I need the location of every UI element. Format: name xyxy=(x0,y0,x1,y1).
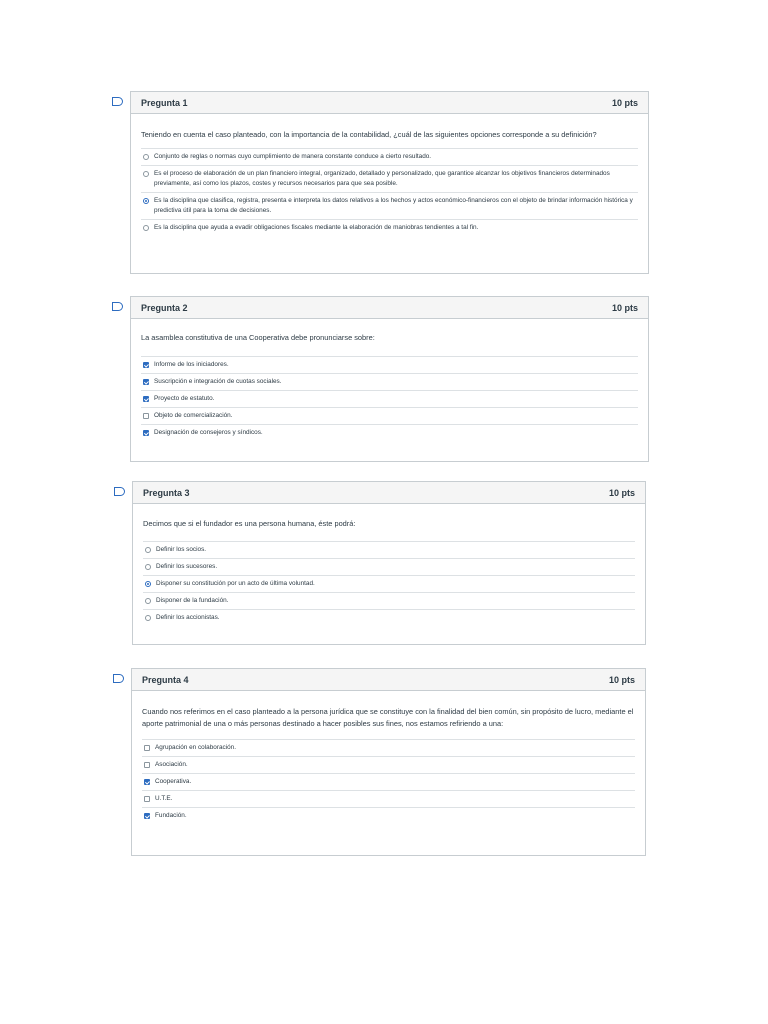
answer-label: Objeto de comercialización. xyxy=(154,412,233,419)
answer-option[interactable] xyxy=(141,390,638,407)
radio-button[interactable] xyxy=(143,171,149,177)
answer-label: U.T.E. xyxy=(155,795,173,802)
radio-button[interactable] xyxy=(145,564,151,570)
answer-option[interactable] xyxy=(143,592,635,609)
bookmark-flag-icon[interactable] xyxy=(112,97,123,106)
bookmark-flag-icon[interactable] xyxy=(114,487,125,496)
answer-label: Definir los sucesores. xyxy=(156,563,218,570)
question-header xyxy=(131,92,648,114)
answer-label: Es la disciplina que ayuda a evadir obligaciones fiscales mediante la elaboración de maniobras tendientes a tal fin. xyxy=(154,224,479,231)
answer-option[interactable] xyxy=(143,558,635,575)
question-title: Pregunta 2 xyxy=(141,302,188,313)
checkbox[interactable] xyxy=(144,779,150,785)
answer-label: Informe de los iniciadores. xyxy=(154,361,229,368)
radio-button[interactable] xyxy=(143,154,149,160)
question-card xyxy=(130,91,649,274)
radio-button[interactable] xyxy=(145,615,151,621)
checkbox[interactable] xyxy=(144,796,150,802)
question-4 xyxy=(131,668,646,856)
question-text: Cuando nos referimos en el caso planteado a la persona jurídica que se constituye con la finalidad del bien común, sin propósito de lucro, mediante el aporte patrimonial de una o más personas destinado a hacer posibles sus fines, nos estamos refiriendo a una: xyxy=(142,707,634,728)
question-card xyxy=(132,481,646,645)
answer-label: Es la disciplina que clasifica, registra, presenta e interpreta los datos relativos a los hechos y actos económico-financieros con el objeto de brindar información histórica y predictiva útil para la toma de decisiones. xyxy=(154,197,633,214)
answer-label: Es el proceso de elaboración de un plan financiero integral, organizado, detallado y personalizado, que garantice alcanzar los objetivos financieros determinados previamente, así como los plazos, costes y recursos necesarios para que sea posible. xyxy=(154,170,610,187)
question-2 xyxy=(130,296,649,462)
radio-button[interactable] xyxy=(145,581,151,587)
answer-option[interactable] xyxy=(143,575,635,592)
checkbox[interactable] xyxy=(143,379,149,385)
checkbox[interactable] xyxy=(143,430,149,436)
answer-option[interactable] xyxy=(141,356,638,373)
answer-option[interactable] xyxy=(141,407,638,424)
answer-label: Agrupación en colaboración. xyxy=(155,744,237,751)
answer-option[interactable] xyxy=(142,790,635,807)
question-points: 10 pts xyxy=(611,302,638,313)
answer-option[interactable] xyxy=(142,756,635,773)
checkbox[interactable] xyxy=(144,745,150,751)
answer-label: Suscripción e integración de cuotas sociales. xyxy=(154,378,282,385)
answer-option[interactable] xyxy=(141,424,638,441)
question-text: Teniendo en cuenta el caso planteado, con la importancia de la contabilidad, ¿cuál de las siguientes opciones corresponde a su definición? xyxy=(141,130,597,139)
checkbox[interactable] xyxy=(143,396,149,402)
answer-label: Proyecto de estatuto. xyxy=(154,395,215,402)
question-card xyxy=(130,296,649,462)
answer-option[interactable] xyxy=(141,165,638,192)
answer-option[interactable] xyxy=(141,192,638,219)
bookmark-flag-icon[interactable] xyxy=(112,302,123,311)
answer-label: Definir los socios. xyxy=(156,546,207,553)
answer-list xyxy=(141,148,638,236)
question-points: 10 pts xyxy=(608,487,635,498)
question-points: 10 pts xyxy=(611,97,638,108)
answer-option[interactable] xyxy=(141,148,638,165)
answer-option[interactable] xyxy=(141,373,638,390)
radio-button[interactable] xyxy=(145,547,151,553)
answer-label: Conjunto de reglas o normas cuyo cumplimiento de manera constante conduce a cierto resultado. xyxy=(154,153,432,160)
answer-label: Definir los accionistas. xyxy=(156,614,220,621)
checkbox[interactable] xyxy=(143,413,149,419)
answer-option[interactable] xyxy=(142,773,635,790)
answer-option[interactable] xyxy=(143,541,635,558)
bookmark-flag-icon[interactable] xyxy=(113,674,124,683)
radio-button[interactable] xyxy=(143,225,149,231)
checkbox[interactable] xyxy=(144,762,150,768)
question-header xyxy=(132,669,645,691)
answer-list xyxy=(142,739,635,824)
question-text: Decimos que si el fundador es una persona humana, éste podrá: xyxy=(143,519,356,528)
answer-label: Disponer su constitución por un acto de última voluntad. xyxy=(156,580,315,587)
radio-button[interactable] xyxy=(143,198,149,204)
answer-list xyxy=(143,541,635,626)
question-3 xyxy=(132,481,646,645)
answer-label: Designación de consejeros y síndicos. xyxy=(154,429,263,436)
radio-button[interactable] xyxy=(145,598,151,604)
question-header xyxy=(133,482,645,504)
answer-option[interactable] xyxy=(143,609,635,626)
question-text: La asamblea constitutiva de una Cooperativa debe pronunciarse sobre: xyxy=(141,333,375,342)
question-title: Pregunta 3 xyxy=(143,487,190,498)
answer-option[interactable] xyxy=(142,807,635,824)
question-header xyxy=(131,297,648,319)
answer-option[interactable] xyxy=(141,219,638,236)
answer-label: Disponer de la fundación. xyxy=(156,597,229,604)
question-card xyxy=(131,668,646,856)
question-1 xyxy=(130,91,649,274)
question-title: Pregunta 4 xyxy=(142,674,189,685)
answer-label: Asociación. xyxy=(155,761,188,768)
answer-label: Fundación. xyxy=(155,812,187,819)
question-points: 10 pts xyxy=(608,674,635,685)
answer-option[interactable] xyxy=(142,739,635,756)
answer-label: Cooperativa. xyxy=(155,778,192,785)
checkbox[interactable] xyxy=(143,362,149,368)
checkbox[interactable] xyxy=(144,813,150,819)
answer-list xyxy=(141,356,638,441)
question-title: Pregunta 1 xyxy=(141,97,188,108)
